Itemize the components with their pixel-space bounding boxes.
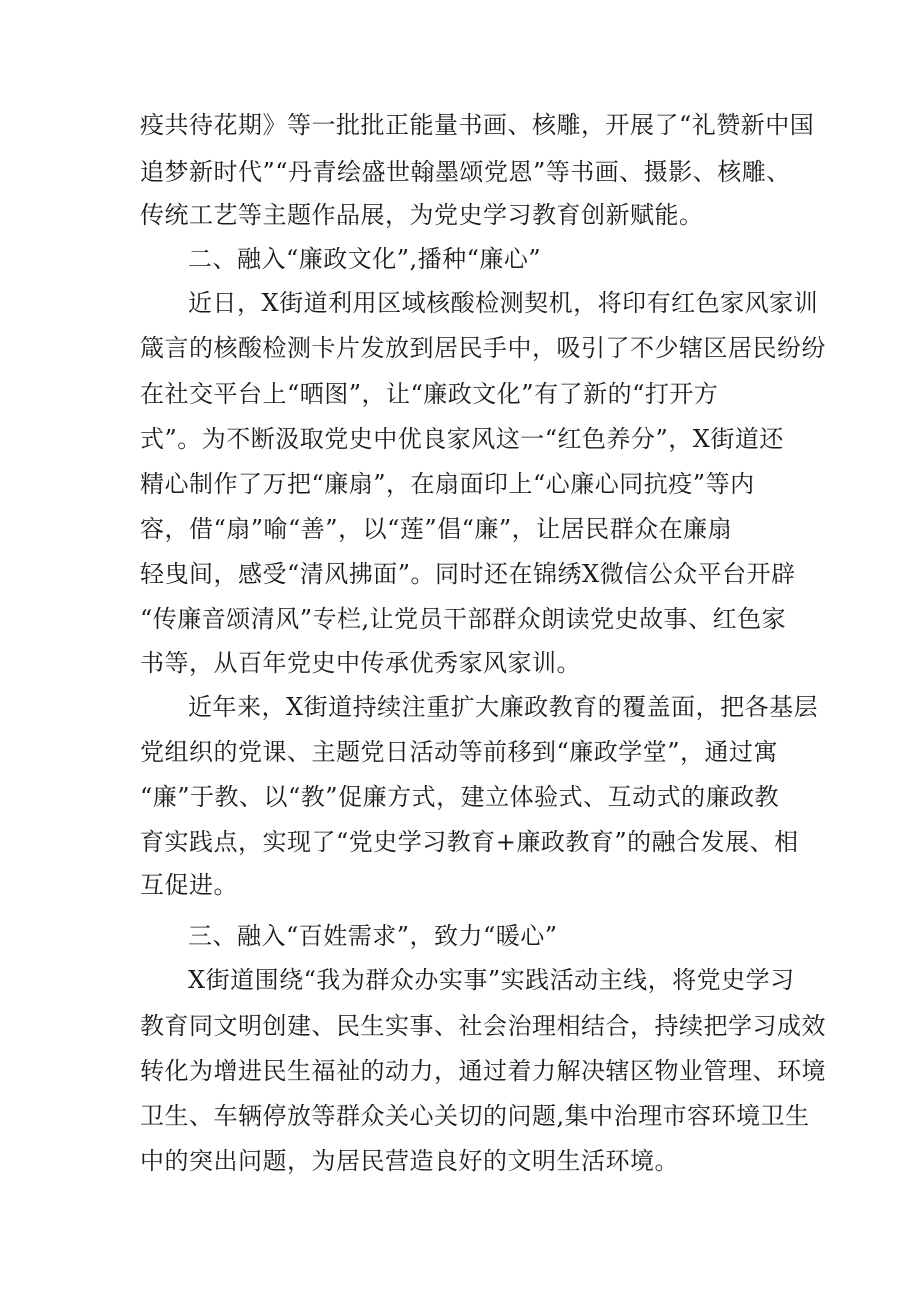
body-text-line: “廉”于教、以“教”促廉方式，建立体验式、互动式的廉政教 <box>140 783 780 811</box>
body-text-line: 近日，X街道利用区域核酸检测契机，将印有红色家风家训 <box>188 289 819 317</box>
body-text-line: 近年来，X街道持续注重扩大廉政教育的覆盖面，把各基层 <box>188 693 819 721</box>
body-text-line: 卫生、车辆停放等群众关心关切的问题,集中治理市容环境卫生 <box>140 1102 810 1130</box>
body-text-line: 育实践点，实现了“党史学习教育+廉政教育”的融合发展、相 <box>140 828 799 856</box>
body-text-line: 箴言的核酸检测卡片发放到居民手中，吸引了不少辖区居民纷纷 <box>140 334 826 362</box>
body-text-line: “传廉音颂清风”专栏,让党员干部群众朗读党史故事、红色家 <box>140 605 787 633</box>
body-text-line: 传统工艺等主题作品展，为党史学习教育创新赋能。 <box>140 201 704 229</box>
body-text-line: 中的突出问题，为居民营造良好的文明生活环境。 <box>140 1147 679 1175</box>
body-text-line: X街道围绕“我为群众办实事”实践活动主线，将党史学习 <box>188 966 795 994</box>
section-heading: 二、融入“廉政文化”,播种“廉心” <box>188 245 542 273</box>
body-text-line: 转化为增进民生福祉的动力，通过着力解决辖区物业管理、环境 <box>140 1057 826 1085</box>
section-heading: 三、融入“百姓需求”，致力“暖心” <box>188 922 558 950</box>
body-text-line: 追梦新时代”“丹青绘盛世翰墨颂党恩”等书画、摄影、核雕、 <box>140 158 791 186</box>
body-text-line: 互促进。 <box>140 871 238 899</box>
body-text-line: 容，借“扇”喻“善”，以“莲”倡“廉”，让居民群众在廉扇 <box>140 515 733 543</box>
body-text-line: 式”。为不断汲取党史中优良家风这一“红色养分”，X街道还 <box>140 425 784 453</box>
body-text-line: 党组织的党课、主题党日活动等前移到“廉政学堂”，通过寓 <box>140 738 779 766</box>
body-text-line: 书等，从百年党史中传承优秀家风家训。 <box>140 649 581 677</box>
body-text-line: 教育同文明创建、民生实事、社会治理相结合，持续把学习成效 <box>140 1012 826 1040</box>
body-text-line: 精心制作了万把“廉扇”，在扇面印上“心廉心同抗疫”等内 <box>140 470 755 498</box>
body-text-line: 疫共待花期》等一批批正能量书画、核雕，开展了“礼赞新中国 <box>140 111 815 139</box>
body-text-line: 在社交平台上“晒图”，让“廉政文化”有了新的“打开方 <box>140 380 719 408</box>
body-text-line: 轻曳间，感受“清风拂面”。同时还在锦绣X微信公众平台开辟 <box>140 560 796 588</box>
